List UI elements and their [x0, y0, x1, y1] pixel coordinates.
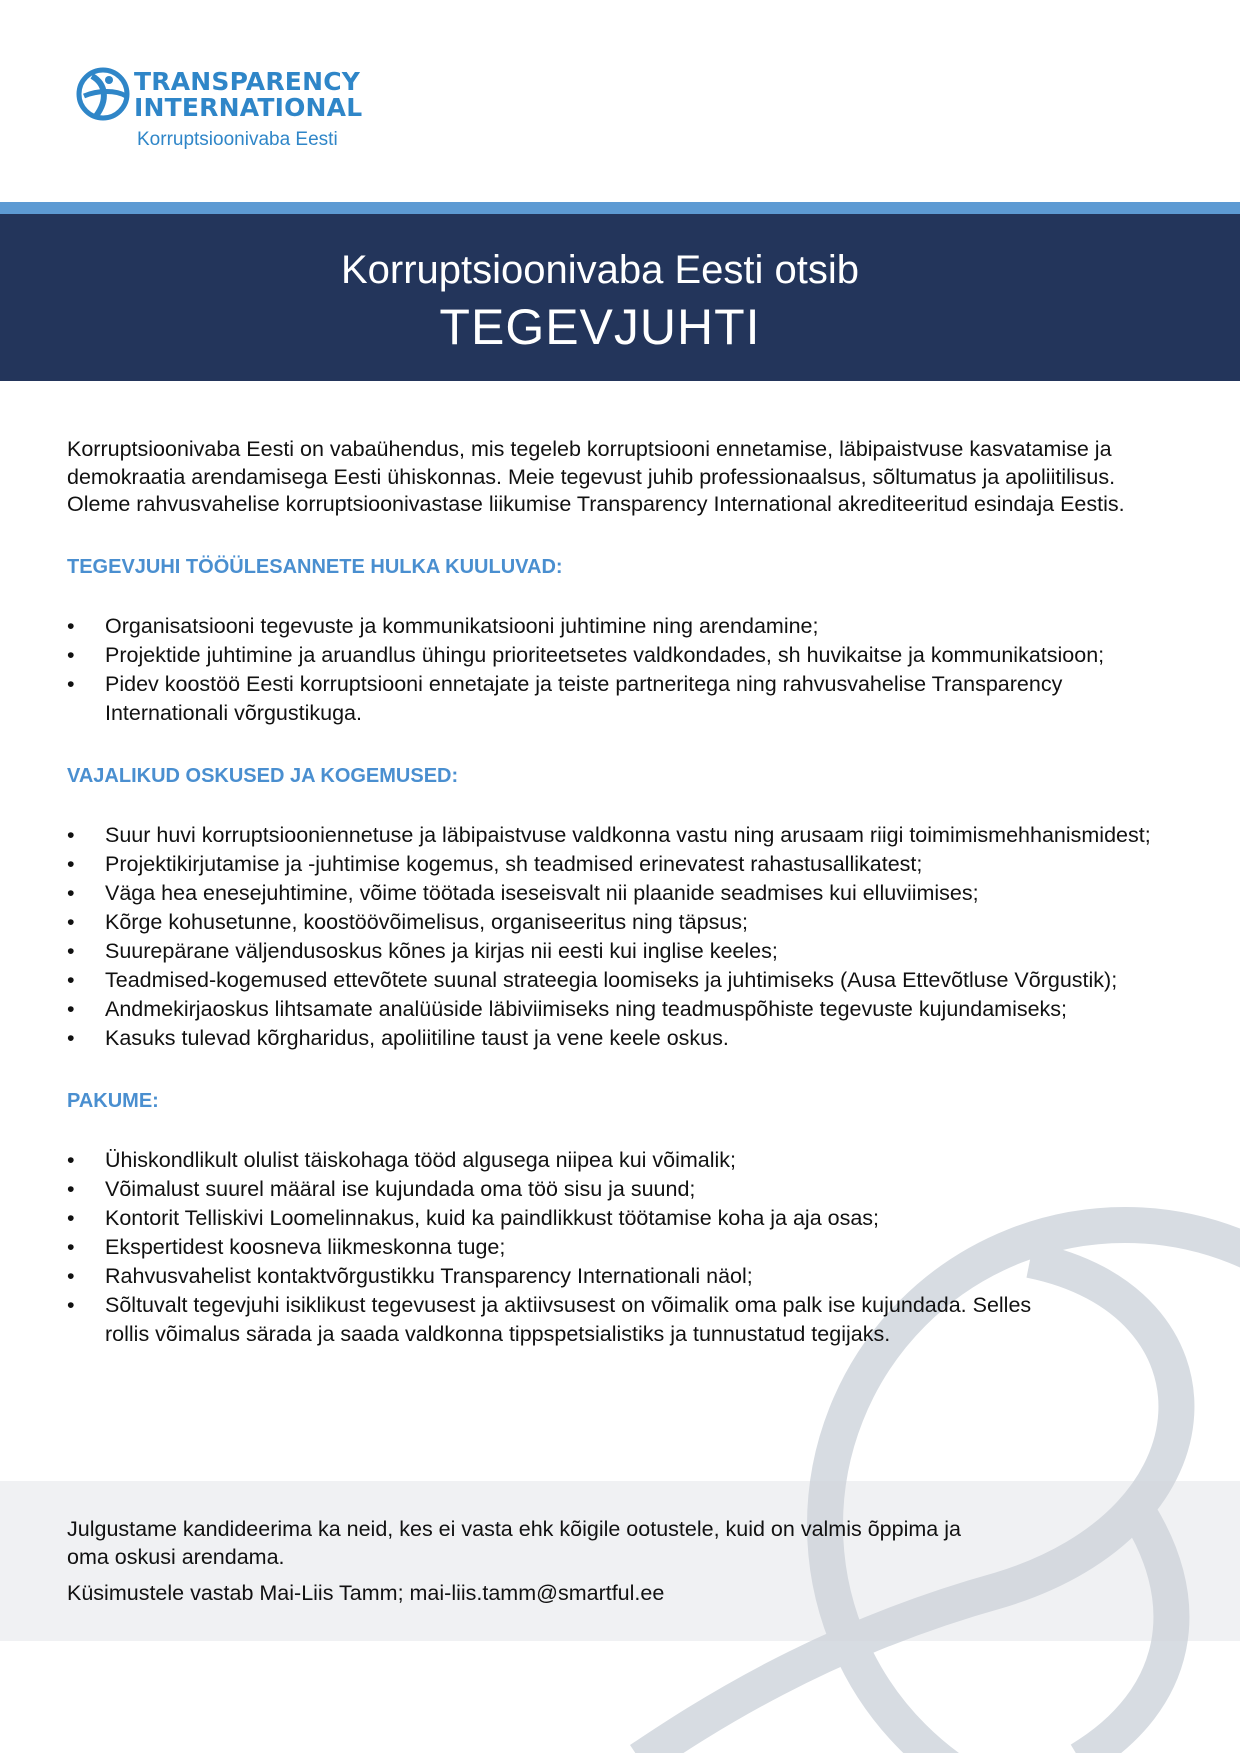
list-item: • Ühiskondlikult olulist täiskohaga tööd algusega niipea kui võimalik; — [67, 1146, 1177, 1175]
list-item: • Rahvusvahelist kontaktvõrgustikku Transparency Internationali näol; — [67, 1262, 1177, 1291]
list-item: • Kontorit Telliskivi Loomelinnakus, kuid ka paindlikkust töötamise koha ja aja osas; — [67, 1204, 1177, 1233]
bullet-icon: • — [67, 642, 75, 667]
logo-text-line2: INTERNATIONAL — [134, 93, 363, 122]
list-item: • Projektikirjutamise ja -juhtimise kogemus, sh teadmised erinevatest rahastusallikatest; — [67, 850, 1177, 879]
bullet-icon: • — [67, 1147, 75, 1172]
list-item: • Suur huvi korruptsiooniennetuse ja läbipaistvuse valdkonna vastu ning arusaam riigi toimimismehhanismidest; — [67, 821, 1177, 850]
bullet-icon: • — [67, 996, 75, 1021]
bullet-icon: • — [67, 1234, 75, 1259]
title-banner — [0, 214, 1240, 381]
bullet-icon: • — [67, 1205, 75, 1230]
footer — [67, 1515, 967, 1607]
banner-subtitle: Korruptsioonivaba Eesti otsib — [340, 248, 860, 292]
logo-text-line1: TRANSPARENCY — [134, 67, 361, 96]
banner-title: TEGEVJUHTI — [439, 299, 761, 355]
list-item: • Teadmised-kogemused ettevõtete suunal strateegia loomiseks ja juhtimiseks (Ausa Ettevõtluse Võrgustik); — [67, 966, 1177, 995]
bullet-icon: • — [67, 613, 75, 638]
skills-list — [67, 821, 1177, 1053]
list-item: • Väga hea enesejuhtimine, võime töötada iseseisvalt nii plaanide seadmises kui elluviimises; — [67, 879, 1177, 908]
bullet-icon: • — [67, 1263, 75, 1288]
bullet-icon: • — [67, 671, 75, 696]
duties-list — [67, 612, 1177, 728]
list-item: • Pidev koostöö Eesti korruptsiooni ennetajate ja teiste partneritega ning rahvusvahelise Transparency Internationali võrgustikuga. — [67, 671, 1063, 725]
bullet-icon: • — [67, 967, 75, 992]
bullet-icon: • — [67, 880, 75, 905]
main-content — [67, 436, 1177, 1349]
bullet-icon: • — [67, 822, 75, 847]
list-item: • Sõltuvalt tegevjuhi isiklikust tegevusest ja aktiivsusest on võimalik oma palk ise kujundada. Selles rollis võimalus särada ja saada valdkonna tippspetsialistiks ja tunnustatud tegijaks. — [67, 1292, 1032, 1346]
list-item: • Kasuks tulevad kõrgharidus, apoliitiline taust ja vene keele oskus. — [67, 1024, 1177, 1053]
bullet-icon: • — [67, 851, 75, 876]
bullet-icon: • — [67, 1176, 75, 1201]
list-item: • Andmekirjaoskus lihtsamate analüüside läbiviimiseks ning teadmuspõhiste tegevuste kujundamiseks; — [67, 995, 1177, 1024]
list-item: • Ekspertidest koosneva liikmeskonna tuge; — [67, 1233, 1177, 1262]
footer-contact: Küsimustele vastab Mai-Liis Tamm; mai-liis.tamm@smartful.ee — [67, 1581, 665, 1605]
list-item: • Projektide juhtimine ja aruandlus ühingu prioriteetsetes valdkondades, sh huvikaitse ja kommunikatsioon; — [67, 641, 1177, 670]
intro-paragraph: Korruptsioonivaba Eesti on vabaühendus, mis tegeleb korruptsiooni ennetamise, läbipaistvuse kasvatamise ja demokraatia arendamisega Eesti ühiskonnas. Meie tegevust juhib professionaalsus, sõltumatus ja apoliitilisus. Oleme rahvusvahelise korruptsioonivastase liikumise Transparency International akrediteeritud esindaja Eestis. — [67, 437, 1125, 516]
bullet-icon: • — [67, 1025, 75, 1050]
section-heading-skills: VAJALIKUD OSKUSED JA KOGEMUSED: — [67, 764, 459, 787]
section-heading-duties: TEGEVJUHI TÖÖÜLESANNETE HULKA KUULUVAD: — [67, 555, 563, 578]
accent-bar — [0, 202, 1240, 214]
list-item: • Kõrge kohusetunne, koostöövõimelisus, organiseeritus ning täpsus; — [67, 908, 1177, 937]
list-item: • Organisatsiooni tegevuste ja kommunikatsiooni juhtimine ning arendamine; — [67, 612, 1177, 641]
bullet-icon: • — [67, 909, 75, 934]
list-item: • Suurepärane väljendusoskus kõnes ja kirjas nii eesti kui inglise keeles; — [67, 937, 1177, 966]
bullet-icon: • — [67, 1292, 75, 1317]
section-heading-offer: PAKUME: — [67, 1089, 159, 1112]
list-item: • Võimalust suurel määral ise kujundada oma töö sisu ja suund; — [67, 1175, 1177, 1204]
transparency-international-globe-icon — [76, 66, 130, 122]
logo-subtitle: Korruptsioonivaba Eesti — [137, 129, 338, 150]
footer-encouragement: Julgustame kandideerima ka neid, kes ei vasta ehk kõigile ootustele, kuid on valmis õppima ja oma oskusi arendama. — [67, 1517, 961, 1569]
offer-list — [67, 1146, 1177, 1349]
bullet-icon: • — [67, 938, 75, 963]
